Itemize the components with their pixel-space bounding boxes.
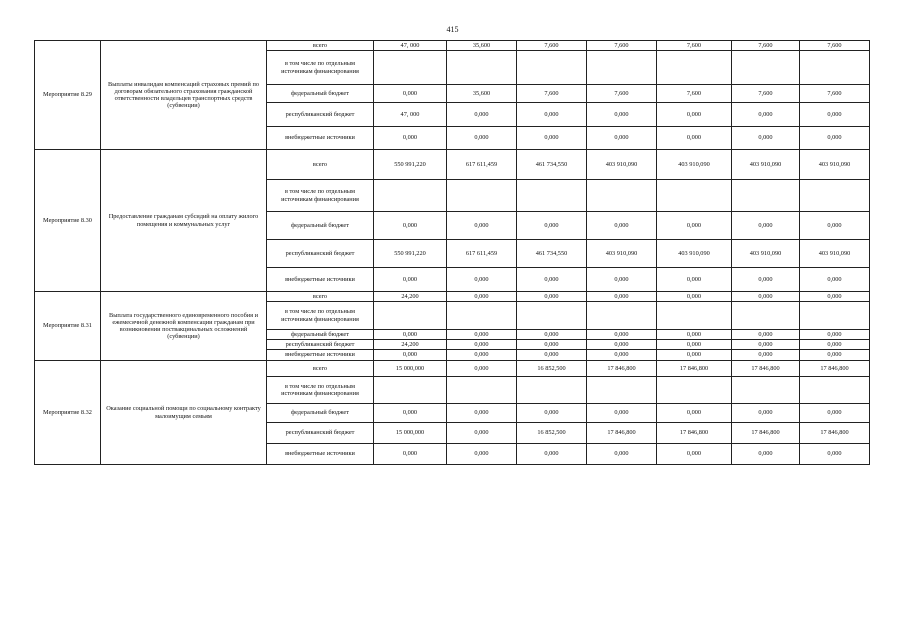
amount-cell: 0,000 xyxy=(447,423,517,444)
amount-cell: 0,000 xyxy=(657,330,732,340)
amount-cell: 0,000 xyxy=(800,330,870,340)
amount-cell: 0,000 xyxy=(587,444,657,465)
amount-cell: 0,000 xyxy=(447,268,517,292)
amount-cell xyxy=(517,377,587,404)
amount-cell: 403 910,090 xyxy=(587,240,657,268)
amount-cell: 17 846,800 xyxy=(800,361,870,377)
amount-cell: 0,000 xyxy=(800,127,870,150)
amount-cell: 0,000 xyxy=(447,361,517,377)
amount-cell xyxy=(732,377,800,404)
funding-source: в том числе по отдельным источникам финансирования xyxy=(267,377,374,404)
amount-cell xyxy=(657,377,732,404)
amount-cell: 0,000 xyxy=(517,404,587,423)
amount-cell: 0,000 xyxy=(800,268,870,292)
funding-source: всего xyxy=(267,41,374,51)
amount-cell: 7,600 xyxy=(732,41,800,51)
amount-cell xyxy=(732,180,800,212)
amount-cell: 7,600 xyxy=(800,85,870,103)
amount-cell: 550 991,220 xyxy=(374,150,447,180)
amount-cell: 0,000 xyxy=(517,127,587,150)
amount-cell: 0,000 xyxy=(374,404,447,423)
amount-cell: 0,000 xyxy=(732,103,800,127)
funding-source: в том числе по отдельным источникам финансирования xyxy=(267,51,374,85)
table-row xyxy=(35,292,870,302)
measure-description: Предоставление гражданам субсидий на оплату жилого помещения и коммунальных услуг xyxy=(101,150,267,292)
amount-cell: 0,000 xyxy=(374,444,447,465)
amount-cell: 461 734,550 xyxy=(517,150,587,180)
amount-cell xyxy=(517,180,587,212)
amount-cell: 0,000 xyxy=(447,340,517,350)
amount-cell: 461 734,550 xyxy=(517,240,587,268)
amount-cell xyxy=(657,180,732,212)
page-number: 415 xyxy=(446,25,459,34)
amount-cell: 0,000 xyxy=(657,444,732,465)
amount-cell: 0,000 xyxy=(587,268,657,292)
amount-cell: 403 910,090 xyxy=(732,150,800,180)
amount-cell: 7,600 xyxy=(657,41,732,51)
amount-cell: 17 846,800 xyxy=(800,423,870,444)
amount-cell: 0,000 xyxy=(800,292,870,302)
amount-cell: 17 846,800 xyxy=(732,361,800,377)
amount-cell xyxy=(587,180,657,212)
table-row xyxy=(35,150,870,180)
measure-name: Мероприятие 8.31 xyxy=(35,292,101,361)
amount-cell: 0,000 xyxy=(517,292,587,302)
amount-cell: 403 910,090 xyxy=(657,150,732,180)
funding-source: в том числе по отдельным источникам финансирования xyxy=(267,180,374,212)
amount-cell: 0,000 xyxy=(447,127,517,150)
amount-cell: 0,000 xyxy=(587,127,657,150)
amount-cell: 0,000 xyxy=(517,350,587,361)
amount-cell: 0,000 xyxy=(732,330,800,340)
amount-cell: 0,000 xyxy=(800,212,870,240)
amount-cell: 24,200 xyxy=(374,292,447,302)
amount-cell: 0,000 xyxy=(800,404,870,423)
amount-cell xyxy=(587,51,657,85)
amount-cell: 0,000 xyxy=(447,103,517,127)
amount-cell: 17 846,800 xyxy=(657,361,732,377)
measure-name: Мероприятие 8.32 xyxy=(35,361,101,465)
amount-cell xyxy=(800,302,870,330)
amount-cell xyxy=(800,180,870,212)
amount-cell: 0,000 xyxy=(447,350,517,361)
amount-cell: 0,000 xyxy=(447,292,517,302)
amount-cell: 15 000,000 xyxy=(374,423,447,444)
amount-cell: 0,000 xyxy=(374,127,447,150)
amount-cell: 0,000 xyxy=(447,404,517,423)
amount-cell: 0,000 xyxy=(732,127,800,150)
amount-cell: 7,600 xyxy=(517,85,587,103)
funding-source: всего xyxy=(267,361,374,377)
measure-description: Выплаты инвалидам компенсаций страховых премий по договорам обязательного страхования гражданской ответственности владельцев транспортных средств (субвенции) xyxy=(101,41,267,150)
amount-cell: 24,200 xyxy=(374,340,447,350)
amount-cell: 0,000 xyxy=(800,444,870,465)
amount-cell: 0,000 xyxy=(517,212,587,240)
amount-cell: 17 846,800 xyxy=(587,423,657,444)
amount-cell xyxy=(374,180,447,212)
amount-cell: 0,000 xyxy=(732,268,800,292)
amount-cell: 16 852,500 xyxy=(517,423,587,444)
amount-cell: 0,000 xyxy=(800,103,870,127)
table-row xyxy=(35,361,870,377)
amount-cell: 7,600 xyxy=(587,85,657,103)
amount-cell: 0,000 xyxy=(447,212,517,240)
amount-cell: 7,600 xyxy=(587,41,657,51)
amount-cell: 403 910,090 xyxy=(732,240,800,268)
amount-cell: 0,000 xyxy=(732,350,800,361)
amount-cell: 7,600 xyxy=(732,85,800,103)
amount-cell xyxy=(447,51,517,85)
amount-cell: 0,000 xyxy=(517,268,587,292)
amount-cell: 0,000 xyxy=(374,85,447,103)
amount-cell: 0,000 xyxy=(374,330,447,340)
amount-cell: 17 846,800 xyxy=(657,423,732,444)
measure-name: Мероприятие 8.29 xyxy=(35,41,101,150)
funding-source: внебюджетные источники xyxy=(267,350,374,361)
amount-cell: 0,000 xyxy=(732,212,800,240)
amount-cell: 617 611,459 xyxy=(447,150,517,180)
amount-cell xyxy=(447,302,517,330)
funding-source: федеральный бюджет xyxy=(267,330,374,340)
amount-cell xyxy=(657,51,732,85)
amount-cell: 550 991,220 xyxy=(374,240,447,268)
amount-cell: 0,000 xyxy=(732,404,800,423)
amount-cell: 0,000 xyxy=(657,127,732,150)
amount-cell: 0,000 xyxy=(517,330,587,340)
amount-cell xyxy=(374,302,447,330)
amount-cell xyxy=(800,51,870,85)
amount-cell: 47, 000 xyxy=(374,41,447,51)
amount-cell xyxy=(657,302,732,330)
amount-cell: 0,000 xyxy=(800,350,870,361)
amount-cell: 0,000 xyxy=(447,330,517,340)
funding-source: внебюджетные источники xyxy=(267,444,374,465)
funding-source: республиканский бюджет xyxy=(267,423,374,444)
amount-cell: 0,000 xyxy=(657,292,732,302)
amount-cell xyxy=(374,377,447,404)
amount-cell: 403 910,090 xyxy=(587,150,657,180)
amount-cell: 0,000 xyxy=(374,212,447,240)
amount-cell: 7,600 xyxy=(657,85,732,103)
amount-cell: 0,000 xyxy=(587,340,657,350)
funding-source: федеральный бюджет xyxy=(267,212,374,240)
funding-source: внебюджетные источники xyxy=(267,268,374,292)
amount-cell: 35,600 xyxy=(447,41,517,51)
amount-cell: 35,600 xyxy=(447,85,517,103)
amount-cell: 0,000 xyxy=(732,444,800,465)
funding-source: федеральный бюджет xyxy=(267,404,374,423)
amount-cell: 15 000,000 xyxy=(374,361,447,377)
amount-cell: 7,600 xyxy=(517,41,587,51)
amount-cell: 0,000 xyxy=(517,444,587,465)
amount-cell: 0,000 xyxy=(587,330,657,340)
funding-source: внебюджетные источники xyxy=(267,127,374,150)
amount-cell: 0,000 xyxy=(657,350,732,361)
amount-cell xyxy=(732,51,800,85)
amount-cell xyxy=(732,302,800,330)
amount-cell xyxy=(447,377,517,404)
funding-source: всего xyxy=(267,150,374,180)
amount-cell: 17 846,800 xyxy=(732,423,800,444)
funding-source: федеральный бюджет xyxy=(267,85,374,103)
amount-cell: 17 846,800 xyxy=(587,361,657,377)
amount-cell: 0,000 xyxy=(587,212,657,240)
measure-name: Мероприятие 8.30 xyxy=(35,150,101,292)
amount-cell: 16 852,500 xyxy=(517,361,587,377)
amount-cell: 0,000 xyxy=(447,444,517,465)
amount-cell: 0,000 xyxy=(587,350,657,361)
amount-cell: 403 910,090 xyxy=(657,240,732,268)
amount-cell: 0,000 xyxy=(657,340,732,350)
amount-cell: 0,000 xyxy=(374,268,447,292)
amount-cell xyxy=(517,51,587,85)
amount-cell xyxy=(447,180,517,212)
amount-cell xyxy=(587,302,657,330)
amount-cell: 0,000 xyxy=(657,212,732,240)
amount-cell: 7,600 xyxy=(800,41,870,51)
amount-cell xyxy=(587,377,657,404)
amount-cell: 0,000 xyxy=(374,350,447,361)
amount-cell: 0,000 xyxy=(657,103,732,127)
amount-cell: 0,000 xyxy=(657,404,732,423)
table-row xyxy=(35,41,870,51)
amount-cell xyxy=(800,377,870,404)
amount-cell: 0,000 xyxy=(517,340,587,350)
funding-source: в том числе по отдельным источникам финансирования xyxy=(267,302,374,330)
amount-cell: 403 910,090 xyxy=(800,150,870,180)
amount-cell: 403 910,090 xyxy=(800,240,870,268)
amount-cell: 0,000 xyxy=(732,340,800,350)
amount-cell xyxy=(374,51,447,85)
amount-cell: 0,000 xyxy=(657,268,732,292)
amount-cell xyxy=(517,302,587,330)
funding-source: республиканский бюджет xyxy=(267,340,374,350)
amount-cell: 0,000 xyxy=(587,103,657,127)
funding-source: республиканский бюджет xyxy=(267,103,374,127)
amount-cell: 0,000 xyxy=(587,292,657,302)
amount-cell: 0,000 xyxy=(800,340,870,350)
table-body xyxy=(35,41,870,465)
budget-table xyxy=(34,40,870,465)
amount-cell: 47, 000 xyxy=(374,103,447,127)
amount-cell: 0,000 xyxy=(517,103,587,127)
amount-cell: 617 611,459 xyxy=(447,240,517,268)
measure-description: Оказание социальной помощи по социальному контракту малоимущим семьям xyxy=(101,361,267,465)
amount-cell: 0,000 xyxy=(732,292,800,302)
funding-source: всего xyxy=(267,292,374,302)
measure-description: Выплата государственного единовременного пособия и ежемесячной денежной компенсации гражданам при возникновении поствакцинальных осложнений (субвенции) xyxy=(101,292,267,361)
funding-source: республиканский бюджет xyxy=(267,240,374,268)
amount-cell: 0,000 xyxy=(587,404,657,423)
